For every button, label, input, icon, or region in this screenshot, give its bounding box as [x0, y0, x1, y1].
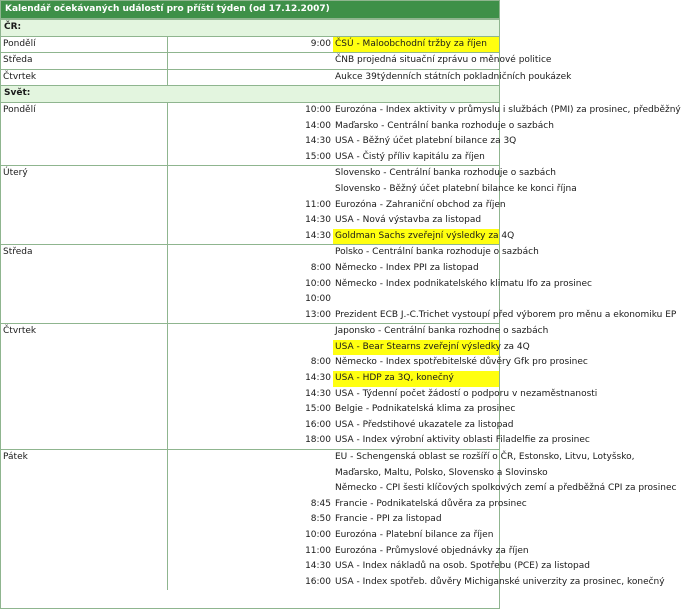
event-time: 14:30 [305, 215, 331, 226]
event-text: Aukce 39týdenních státních pokladničních poukázek [333, 69, 499, 86]
event-text: USA - Index spotřeb. důvěry Michiganské univerzity za prosinec, konečný [335, 576, 665, 587]
event-text: Německo - Index spotřebitelské důvěry Gfk pro prosinec [335, 357, 588, 368]
event-time [167, 450, 333, 466]
event-time: 10:00 [167, 102, 333, 118]
day-label: Pátek [1, 450, 167, 591]
calendar-table [1, 19, 681, 590]
event-text: EU - Schengenská oblast se rozšíří o ČR, Estonsko, Litvu, Lotyšsko, [333, 450, 499, 466]
event-time: 8:00 [310, 357, 331, 368]
event-time: 11:00 [305, 545, 331, 556]
event-row [1, 450, 499, 466]
event-text: Francie - PPI za listopad [335, 514, 442, 525]
event-time [167, 340, 333, 356]
day-label: Úterý [1, 166, 167, 245]
event-row [1, 324, 499, 340]
event-text: Polsko - Centrální banka rozhoduje o sazbách [333, 245, 499, 261]
event-text: USA - Index výrobní aktivity oblasti Filadelfie za prosinec [335, 435, 590, 446]
event-time [167, 166, 333, 182]
event-time [167, 466, 333, 482]
event-time: 11:00 [305, 199, 331, 210]
day-label: Čtvrtek [1, 69, 167, 86]
event-time: 14:30 [305, 136, 331, 147]
day-label: Pondělí [1, 102, 167, 165]
event-text: Goldman Sachs zveřejní výsledky za 4Q [333, 229, 499, 245]
event-text: ČNB projedná situační zprávu o měnové politice [333, 53, 499, 70]
event-time: 15:00 [305, 151, 331, 162]
event-text: Německo - Index PPI za listopad [335, 262, 479, 273]
event-time: 14:00 [305, 120, 331, 131]
event-time: 10:00 [305, 278, 331, 289]
event-text: Maďarsko, Maltu, Polsko, Slovensko a Slovinsko [335, 467, 548, 478]
day-label: Středa [1, 53, 167, 70]
event-text: USA - Index nákladů na osob. Spotřebu (PCE) za listopad [335, 561, 590, 572]
event-time: 16:00 [305, 419, 331, 430]
event-row [1, 69, 499, 86]
event-time: 8:50 [310, 514, 331, 525]
event-time: 16:00 [305, 576, 331, 587]
event-time: 9:00 [167, 36, 333, 53]
event-row [1, 245, 499, 261]
event-text: Eurozóna - Průmyslové objednávky za říjen [335, 545, 529, 556]
event-row [1, 36, 499, 53]
event-text: Maďarsko - Centrální banka rozhoduje o sazbách [335, 120, 554, 131]
event-text: ČSÚ - Maloobchodní tržby za říjen [333, 36, 499, 53]
day-label: Pondělí [1, 36, 167, 53]
event-time: 14:30 [305, 561, 331, 572]
event-time: 14:30 [305, 388, 331, 399]
event-text: Slovensko - Centrální banka rozhoduje o sazbách [333, 166, 499, 182]
day-label: Čtvrtek [1, 324, 167, 450]
event-text: Eurozóna - Zahraniční obchod za říjen [335, 199, 506, 210]
event-text: USA - Běžný účet platební bilance za 3Q [335, 136, 517, 147]
event-text: Belgie - Podnikatelská klima za prosinec [335, 404, 516, 415]
event-time: 8:45 [310, 498, 331, 509]
event-time: 10:00 [305, 530, 331, 540]
event-text: Prezident ECB J.-C.Trichet vystoupí před výborem pro měnu a ekonomiku EP [335, 309, 677, 320]
event-time: 15:00 [305, 404, 331, 415]
event-text: Německo - Index podnikatelského klimatu Ifo za prosinec [335, 278, 592, 289]
event-time: 8:00 [310, 262, 331, 273]
event-row [1, 102, 499, 118]
event-text: Slovensko - Běžný účet platební bilance ke konci října [335, 183, 577, 194]
event-time: 18:00 [305, 435, 331, 446]
calendar-title: Kalendář očekávaných událostí pro příští týden (od 17.12.2007) [1, 1, 499, 19]
event-text: Eurozóna - Platební bilance za říjen [335, 530, 494, 540]
event-text: USA - Předstihové ukazatele za listopad [335, 419, 514, 430]
event-text: USA - HDP za 3Q, konečný [333, 371, 499, 387]
event-time [167, 182, 333, 198]
event-text: USA - Bear Stearns zveřejní výsledky za 4Q [333, 340, 499, 356]
event-text: Německo - CPI šesti klíčových spolkových zemí a předběžná CPI za prosinec [335, 483, 677, 494]
event-time: 10:00 [305, 294, 331, 305]
event-text: Japonsko - Centrální banka rozhodne o sazbách [333, 324, 499, 340]
day-label: Středa [1, 245, 167, 324]
event-time: 14:30 [305, 373, 331, 384]
event-time [167, 481, 333, 497]
event-time [167, 69, 333, 86]
event-text: Francie - Podnikatelská důvěra za prosinec [335, 498, 527, 509]
event-text: USA - Nová výstavba za listopad [335, 215, 482, 226]
event-row [1, 166, 499, 182]
section-label: Svět: [1, 86, 499, 103]
event-time [167, 245, 333, 261]
event-text: USA - Čistý příliv kapitálu za říjen [335, 151, 485, 162]
event-text: USA - Týdenní počet žádostí o podporu v nezaměstnanosti [335, 388, 598, 399]
event-time [167, 53, 333, 70]
section-label: ČR: [1, 20, 499, 37]
event-text: Eurozóna - Index aktivity v průmyslu i službách (PMI) za prosinec, předběžný [333, 102, 499, 118]
section-header [1, 86, 499, 103]
event-text [333, 292, 499, 308]
event-time: 13:00 [305, 309, 331, 320]
event-time: 14:30 [305, 230, 331, 241]
event-time [167, 324, 333, 340]
event-row [1, 53, 499, 70]
section-header [1, 20, 499, 37]
